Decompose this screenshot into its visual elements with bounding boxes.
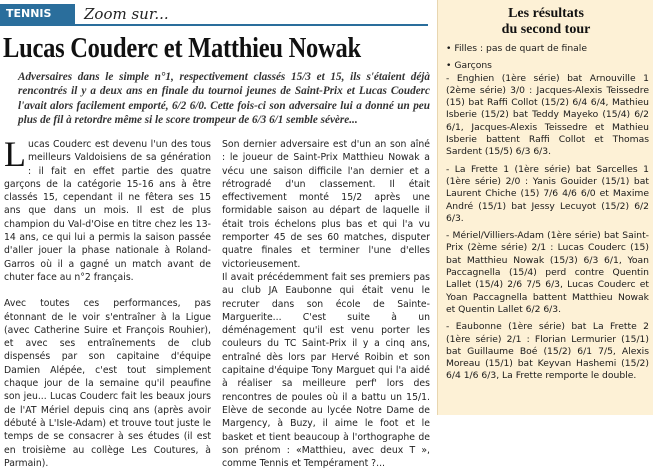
column-title: Zoom sur... [84,5,169,23]
article-paragraph: Son dernier adversaire est d'un an son aîné : le joueur de Saint-Prix Matthieu Nowak a vécu une saison difficile l'an dernier et a rétrogradé d'un classement. Il était effectivement monté 15/2 après une formidable saison au départ de laquelle il était trois échelons plus bas et qui l'a vu remporter 45 de ses 60 matches, disputer quatre finales et terminer l'une d'elles victorieusement. [222,139,430,270]
sidebar-title [438,6,654,38]
rubric-bar [0,4,428,26]
lead-paragraph: Adversaires dans le simple n°1, respectivement classés 15/3 et 15, ils s'étaient déjà rencontrés il y a deux ans en finale du tournoi jeunes de Saint-Prix et Lucas Couderc l'avait alors facilement emporté, 6/2 6/0. Cette fois-ci son adversaire lui a donné un peu plus de fil à retordre même si le score trompeur de 6/3 6/1 semble sévère... [18,71,430,126]
result-entry: - Enghien (1ère série) bat Arnouville 1 (2ème série) 3/0 : Jacques-Alexis Teissedre (15) bat Raffi Collot (15/2) 6/4 6/4, Mathieu Isberie (15/2) bat Teddy Mayeko (15/4) 6/2 6/1, Jacques-Alexis Teissedre et Mathieu Isberie battent Raffi Collot et Thomas Sardent (15/5) 6/3 6/3. [446,72,649,158]
girls-result: • Filles : pas de quart de finale [446,43,587,54]
sidebar-title-line: Les résultats [508,6,584,21]
result-entry: - La Frette 1 (1ère série) bat Sarcelles 1 (1ère série) 2/0 : Yanis Gouider (15/1) bat Laurent Chiche (15) 7/6 4/6 6/0 et Maxime André (15/1) bat Jessy Lecuyot (15/2) 6/2 6/3. [446,163,649,224]
paragraph-text: ucas Couderc est devenu l'un des tous meilleurs Valdoisiens de sa génération : il fait en effet partie des quatre garçons de la catégorie 15-16 ans à être classés 15, cependant il ne fêtera ses 15 ans que dans un mois. Il est de plus champion du Val-d'Oise en titre chez les 13-14 ans, ce qui lui a permis la saison passée d'aller jouer la phase nationale à Roland-Garros où il a gagné un match avant de chuter face au n°2 français. [4,139,211,283]
section-tag: TENNIS [0,4,75,24]
article-paragraph: Il avait précédemment fait ses premiers pas au club JA Eaubonne qui était venu le recruter dans son école de Sainte-Marguerite... C'est suite à un déménagement qu'il est venu porter les couleurs du TC Saint-Prix il y a cinq ans, entraîné dès lors par Hervé Roibin et son capitaine d'équipe Tony Marguet qui l'a aidé à réaliser sa meilleure perf' lors des rencontres de poules où il a battu un 15/1. Elève de seconde au lycée Notre Dame de Margency, à Buzy, il aime le foot et le basket et tient beaucoup à l'orthographe de son prénom : «Matthieu, avec deux T », comme Tennis et Tempérament ?... [222,271,430,470]
sidebar-title-line: du second tour [501,22,591,37]
headline: Lucas Couderc et Matthieu Nowak [3,33,361,64]
result-entry: - Mériel/Villiers-Adam (1ère série) bat Saint-Prix (2ème série) 2/1 : Lucas Couderc (15) bat Matthieu Nowak (15/3) 6/3 6/1, Yoan Paccagnella (15/4) perd contre Quentin Lallet (15/4) 2/6 7/5 6/3, Lucas Couderc et Yoan Paccagnella battent Matthieu Nowak et Quentin Lallet 6/2 6/3. [446,230,649,315]
boys-heading: • Garçons [446,60,492,72]
article-column-left [4,134,211,470]
results-sidebar [437,0,653,415]
results-list [446,43,649,383]
article-column-middle [222,138,430,470]
drop-cap: L [4,134,26,174]
article-paragraph: Avec toutes ces performances, pas étonnant de le voir s'entraîner à la Ligue (avec Catherine Suire et François Rouhier), et avec ses entraînements de club dispensés par son capitaine d'équipe Damien Alépée, c'est tout simplement chaque jour de la semaine qu'il peaufine son jeu... Lucas Couderc fait les beaux jours de l'AT Mériel depuis cinq ans (après avoir débuté à L'Isle-Adam) et trouve tout juste le temps de se consacrer à ses études (il est en troisième au collège Les Coutures, à Parmain). [4,298,211,469]
result-entry: - Eaubonne (1ère série) bat La Frette 2 (1ère série) 2/1 : Florian Lermurier (15/1) bat Guillaume Boé (15/2) 6/1 7/5, Alexis Moreau (15/1) bat Keyvan Hashemi (15/2) 6/4 1/6 6/3, La Frette remporte le double. [446,321,649,382]
article-paragraph [4,134,211,284]
